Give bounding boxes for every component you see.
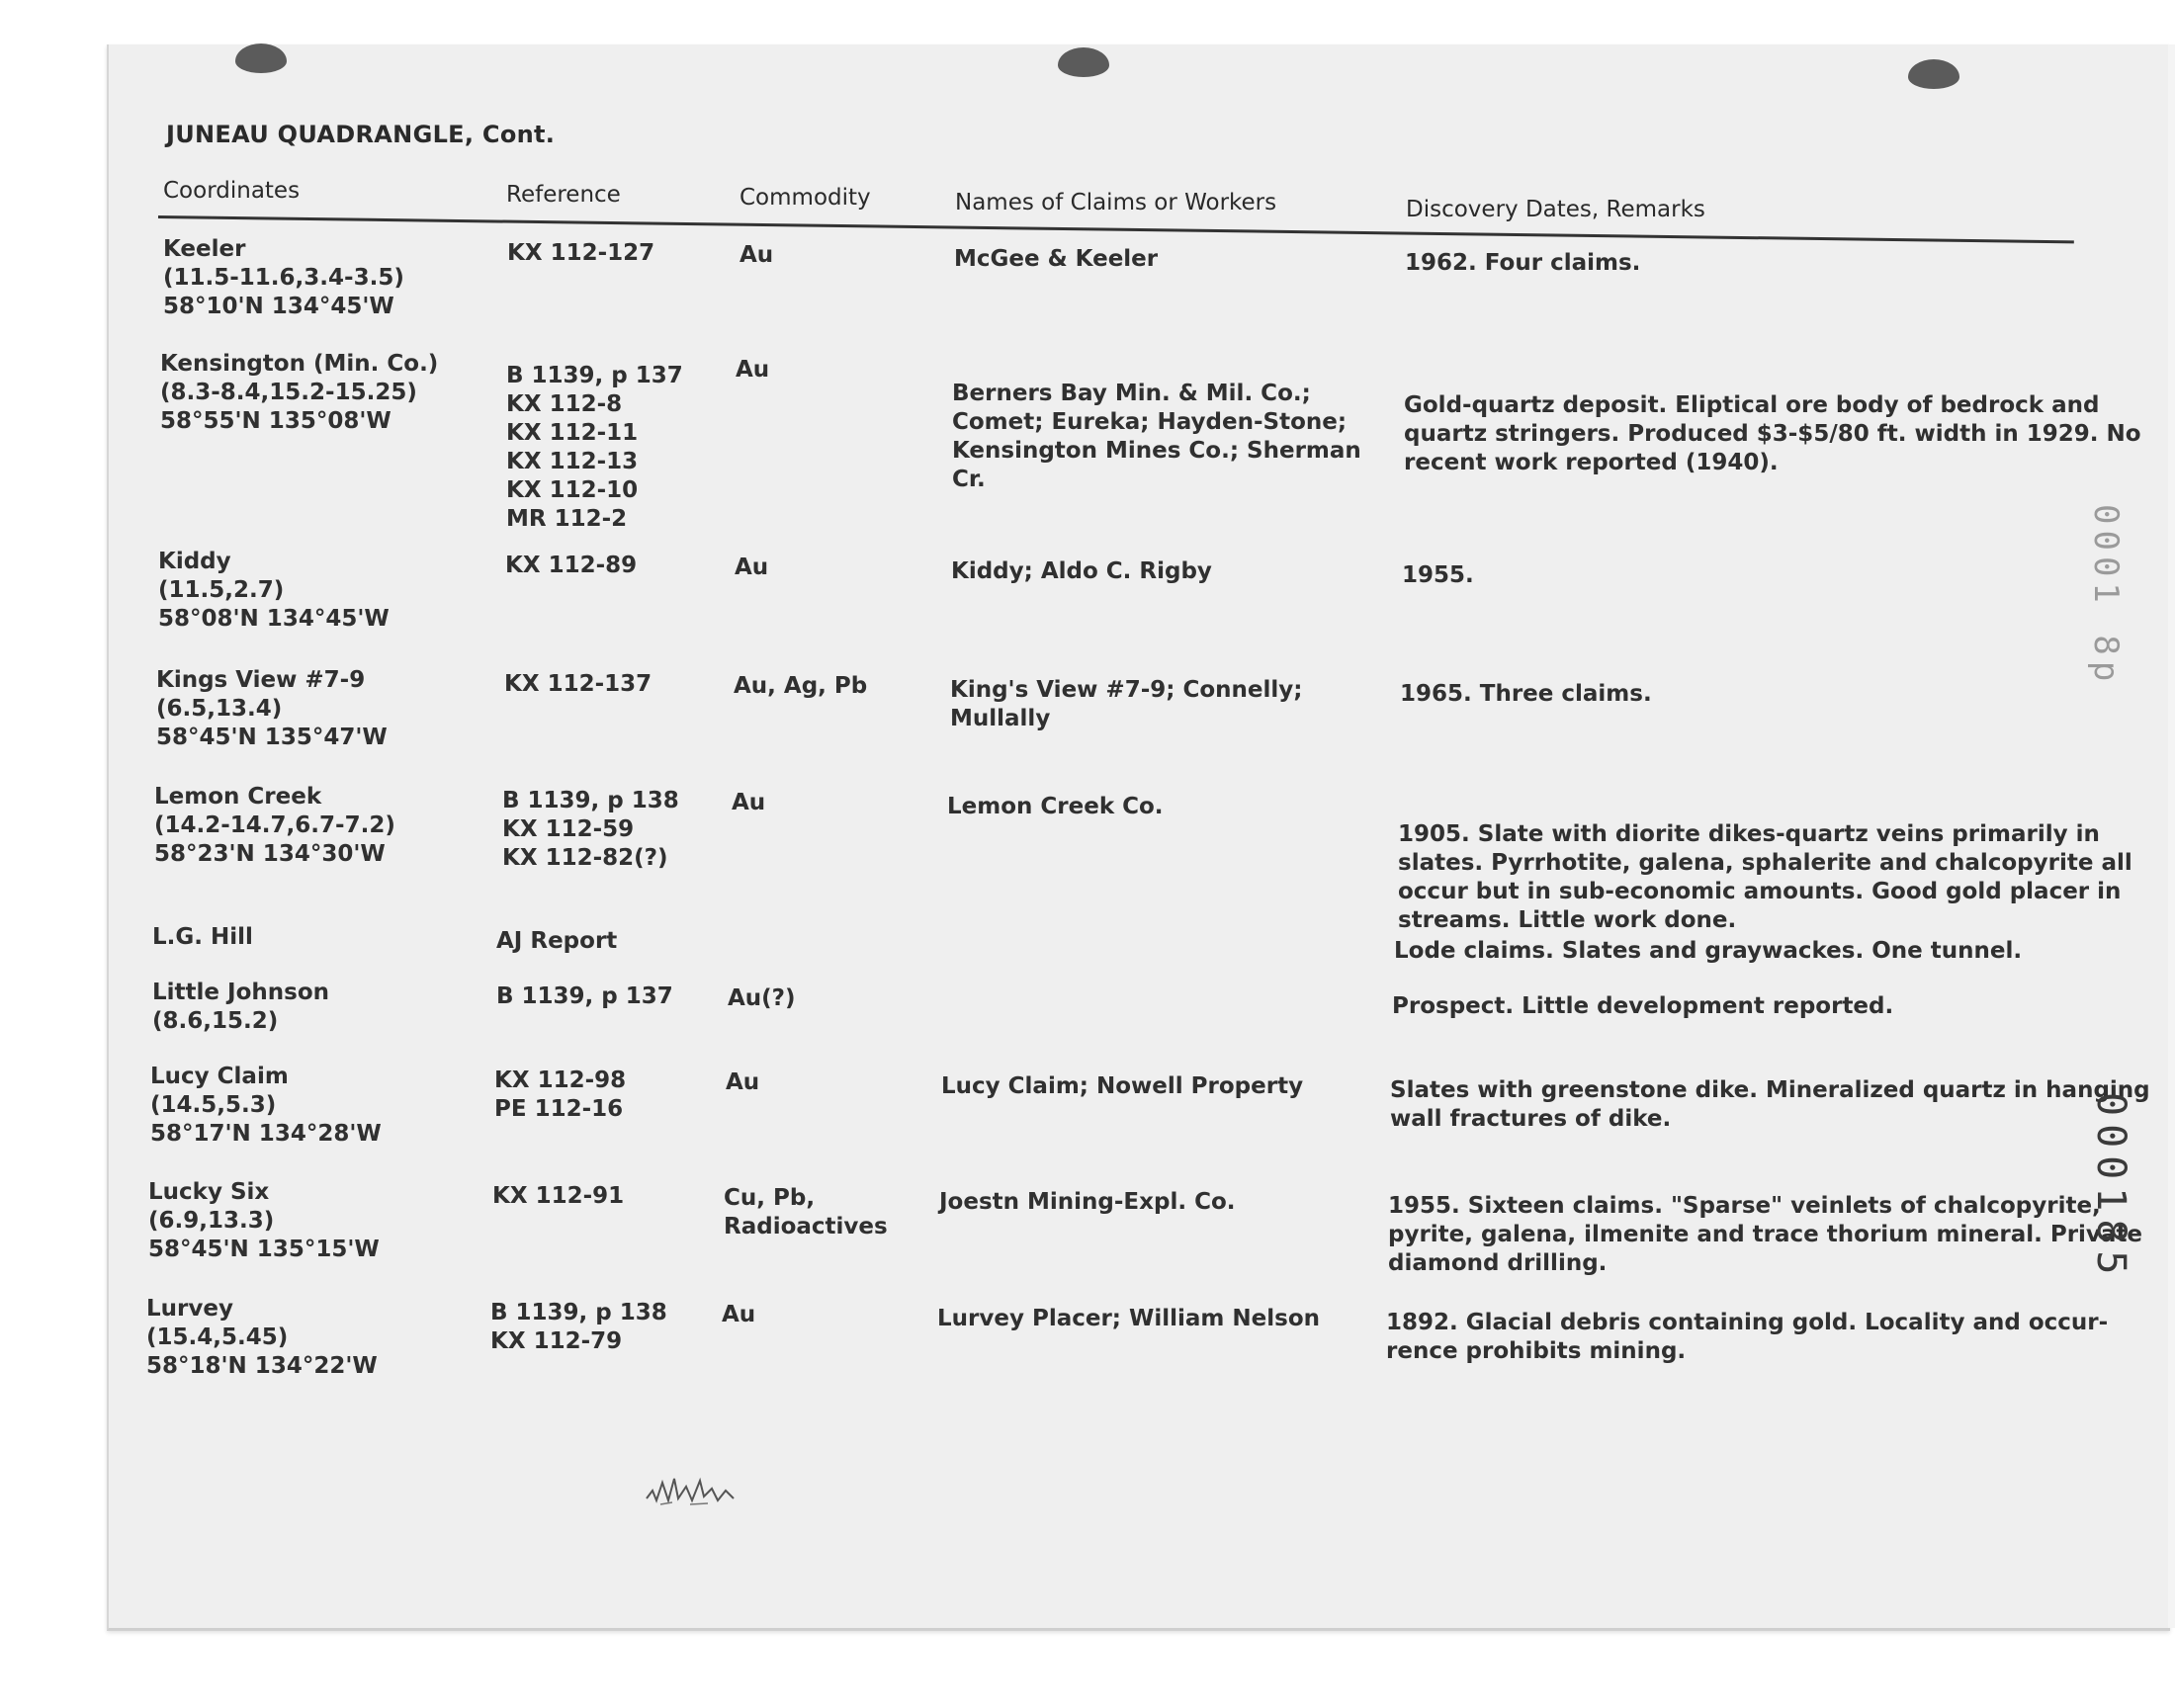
cell-remarks	[1390, 1076, 2150, 1134]
cell-reference	[504, 670, 652, 699]
cell-reference	[494, 1067, 626, 1124]
cell-line: 58°23'N 134°30'W	[154, 841, 386, 867]
page-title: JUNEAU QUADRANGLE, Cont.	[166, 121, 556, 148]
cell-remarks	[1388, 1192, 2142, 1278]
cell-line: 58°17'N 134°28'W	[150, 1121, 382, 1147]
stamp-number-lower: 000185	[2088, 1092, 2133, 1283]
cell-line: KX 112-137	[504, 671, 652, 697]
cell-line: Gold-quartz deposit. Eliptical ore body of bedrock and	[1404, 392, 2100, 418]
cell-line: King's View #7-9; Connelly;	[950, 677, 1303, 703]
cell-coordinates	[152, 979, 329, 1036]
header-names: Names of Claims or Workers	[955, 190, 1277, 215]
cell-line: Au	[732, 790, 766, 815]
cell-line: Kings View #7-9	[156, 667, 366, 693]
cell-line: B 1139, p 138	[502, 788, 679, 813]
cell-line: 58°18'N 134°22'W	[146, 1353, 378, 1379]
cell-line: (14.2-14.7,6.7-7.2)	[154, 812, 395, 838]
cell-reference	[502, 787, 679, 873]
cell-commodity	[728, 984, 796, 1013]
cell-line: Prospect. Little development reported.	[1392, 993, 1894, 1019]
cell-line: Lucy Claim; Nowell Property	[941, 1073, 1304, 1099]
cell-line: KX 112-13	[506, 449, 639, 474]
cell-line: quartz stringers. Produced $3-$5/80 ft. width in 1929. No	[1404, 421, 2141, 447]
cell-remarks	[1392, 992, 1893, 1021]
cell-line: (11.5-11.6,3.4-3.5)	[163, 265, 404, 291]
cell-line: Kiddy; Aldo C. Rigby	[951, 558, 1212, 584]
cell-line: 1962. Four claims.	[1405, 250, 1641, 276]
cell-names	[937, 1305, 1320, 1333]
cell-commodity	[724, 1184, 888, 1241]
cell-line: PE 112-16	[494, 1096, 624, 1122]
cell-line: 1892. Glacial debris containing gold. Locality and occur-	[1386, 1310, 2109, 1335]
cell-line: McGee & Keeler	[954, 246, 1159, 272]
cell-line: KX 112-10	[506, 477, 639, 503]
cell-names	[950, 676, 1302, 733]
cell-line: (6.5,13.4)	[156, 696, 283, 722]
cell-line: Au	[722, 1302, 756, 1327]
cell-coordinates	[154, 783, 395, 869]
stamp-number-upper: 0001 8p	[2086, 504, 2126, 688]
cell-reference	[490, 1299, 667, 1356]
cell-line: streams. Little work done.	[1398, 907, 1737, 933]
cell-line: (6.9,13.3)	[148, 1208, 275, 1234]
cell-line: wall fractures of dike.	[1390, 1106, 1672, 1132]
cell-line: Lucy Claim	[150, 1064, 289, 1089]
header-reference: Reference	[506, 182, 621, 208]
cell-reference	[507, 239, 654, 268]
cell-line: Lurvey Placer; William Nelson	[937, 1306, 1321, 1331]
cell-line: Lurvey	[146, 1296, 233, 1322]
cell-names	[952, 380, 1361, 494]
cell-coordinates	[163, 235, 404, 321]
cell-line: 58°55'N 135°08'W	[160, 408, 392, 434]
cell-line: Au(?)	[728, 985, 796, 1011]
cell-coordinates	[160, 350, 438, 436]
cell-line: Slates with greenstone dike. Mineralized quartz in hanging	[1390, 1077, 2150, 1103]
cell-line: 1955.	[1402, 562, 1474, 588]
cell-line: Au	[735, 555, 769, 580]
cell-remarks	[1405, 249, 1640, 278]
cell-line: 1965. Three claims.	[1400, 681, 1652, 707]
cell-line: KX 112-79	[490, 1328, 623, 1354]
cell-names	[947, 793, 1164, 821]
cell-line: (8.6,15.2)	[152, 1008, 279, 1034]
cell-line: (15.4,5.45)	[146, 1324, 289, 1350]
cell-commodity	[722, 1301, 755, 1329]
cell-reference	[505, 552, 637, 580]
header-remarks: Discovery Dates, Remarks	[1406, 197, 1705, 222]
cell-line: 58°45'N 135°15'W	[148, 1237, 380, 1262]
cell-commodity	[732, 789, 765, 817]
cell-line: KX 112-91	[492, 1183, 625, 1209]
cell-line: KX 112-8	[506, 391, 623, 417]
cell-line: L.G. Hill	[152, 924, 253, 950]
cell-line: slates. Pyrrhotite, galena, sphalerite and chalcopyrite all	[1398, 850, 2132, 876]
cell-coordinates	[150, 1063, 382, 1149]
cell-line: 58°08'N 134°45'W	[158, 606, 390, 632]
cell-line: KX 112-89	[505, 553, 638, 578]
cell-line: Au, Ag, Pb	[734, 673, 868, 699]
cell-line: B 1139, p 137	[506, 363, 683, 388]
cell-line: B 1139, p 138	[490, 1300, 667, 1325]
cell-remarks	[1402, 561, 1474, 590]
cell-line: Berners Bay Min. & Mil. Co.;	[952, 381, 1311, 406]
cell-line: (14.5,5.3)	[150, 1092, 277, 1118]
cell-remarks	[1398, 820, 2132, 935]
cell-line: Kensington Mines Co.; Sherman	[952, 438, 1361, 464]
cell-line: (11.5,2.7)	[158, 577, 285, 603]
cell-remarks	[1404, 391, 2141, 477]
cell-line: Mullally	[950, 706, 1051, 731]
cell-line: KX 112-127	[507, 240, 655, 266]
cell-reference	[496, 927, 617, 956]
cell-line: Lode claims. Slates and graywackes. One tunnel.	[1394, 938, 2023, 964]
cell-line: Kiddy	[158, 549, 231, 574]
cell-line: Joestn Mining-Expl. Co.	[939, 1189, 1236, 1215]
cell-line: Lemon Creek	[154, 784, 322, 810]
cell-line: (8.3-8.4,15.2-15.25)	[160, 380, 417, 405]
cell-reference	[492, 1182, 624, 1211]
cell-line: MR 112-2	[506, 506, 628, 532]
cell-line: Kensington (Min. Co.)	[160, 351, 439, 377]
cell-line: B 1139, p 137	[496, 983, 673, 1009]
cell-reference	[506, 362, 683, 534]
cell-line: recent work reported (1940).	[1404, 450, 1779, 475]
cell-coordinates	[158, 548, 390, 634]
cell-remarks	[1394, 937, 2022, 966]
cell-names	[941, 1072, 1303, 1101]
cell-line: pyrite, galena, ilmenite and trace thorium mineral. Private	[1388, 1222, 2143, 1247]
header-commodity: Commodity	[740, 185, 871, 211]
cell-remarks	[1400, 680, 1652, 709]
cell-coordinates	[146, 1295, 378, 1381]
cell-coordinates	[156, 666, 388, 752]
cell-line: Au	[726, 1069, 760, 1095]
cell-commodity	[726, 1068, 759, 1097]
cell-names	[954, 245, 1158, 274]
cell-line: Au	[736, 357, 770, 383]
cell-line: AJ Report	[496, 928, 618, 954]
cell-line: Cu, Pb,	[724, 1185, 816, 1211]
header-coordinates: Coordinates	[163, 178, 301, 204]
cell-reference	[496, 982, 673, 1011]
cell-names	[951, 557, 1212, 586]
cell-line: KX 112-11	[506, 420, 639, 446]
cell-line: Lemon Creek Co.	[947, 794, 1164, 819]
cell-line: Radioactives	[724, 1214, 888, 1239]
cell-line: Keeler	[163, 236, 246, 262]
cell-line: KX 112-59	[502, 816, 635, 842]
cell-coordinates	[152, 923, 253, 952]
cell-line: Au	[740, 242, 774, 268]
cell-line: Little Johnson	[152, 980, 329, 1005]
cell-line: 58°10'N 134°45'W	[163, 294, 394, 319]
cell-line: rence prohibits mining.	[1386, 1338, 1687, 1364]
cell-commodity	[735, 554, 768, 582]
cell-line: 1905. Slate with diorite dikes-quartz veins primarily in	[1398, 821, 2100, 847]
cell-line: Comet; Eureka; Hayden-Stone;	[952, 409, 1348, 435]
cell-coordinates	[148, 1178, 380, 1264]
cell-line: KX 112-82(?)	[502, 845, 668, 871]
cell-commodity	[736, 356, 769, 384]
cell-remarks	[1386, 1309, 2108, 1366]
cell-line: Lucky Six	[148, 1179, 270, 1205]
cell-commodity	[734, 672, 867, 701]
cell-commodity	[740, 241, 773, 270]
handwritten-mark	[643, 1461, 756, 1508]
cell-line: 58°45'N 135°47'W	[156, 725, 388, 750]
cell-line: diamond drilling.	[1388, 1250, 1608, 1276]
cell-line: KX 112-98	[494, 1068, 627, 1093]
cell-line: 1955. Sixteen claims. "Sparse" veinlets of chalcopyrite,	[1388, 1193, 2101, 1219]
cell-line: occur but in sub-economic amounts. Good gold placer in	[1398, 879, 2122, 904]
cell-names	[939, 1188, 1236, 1217]
cell-line: Cr.	[952, 467, 986, 492]
